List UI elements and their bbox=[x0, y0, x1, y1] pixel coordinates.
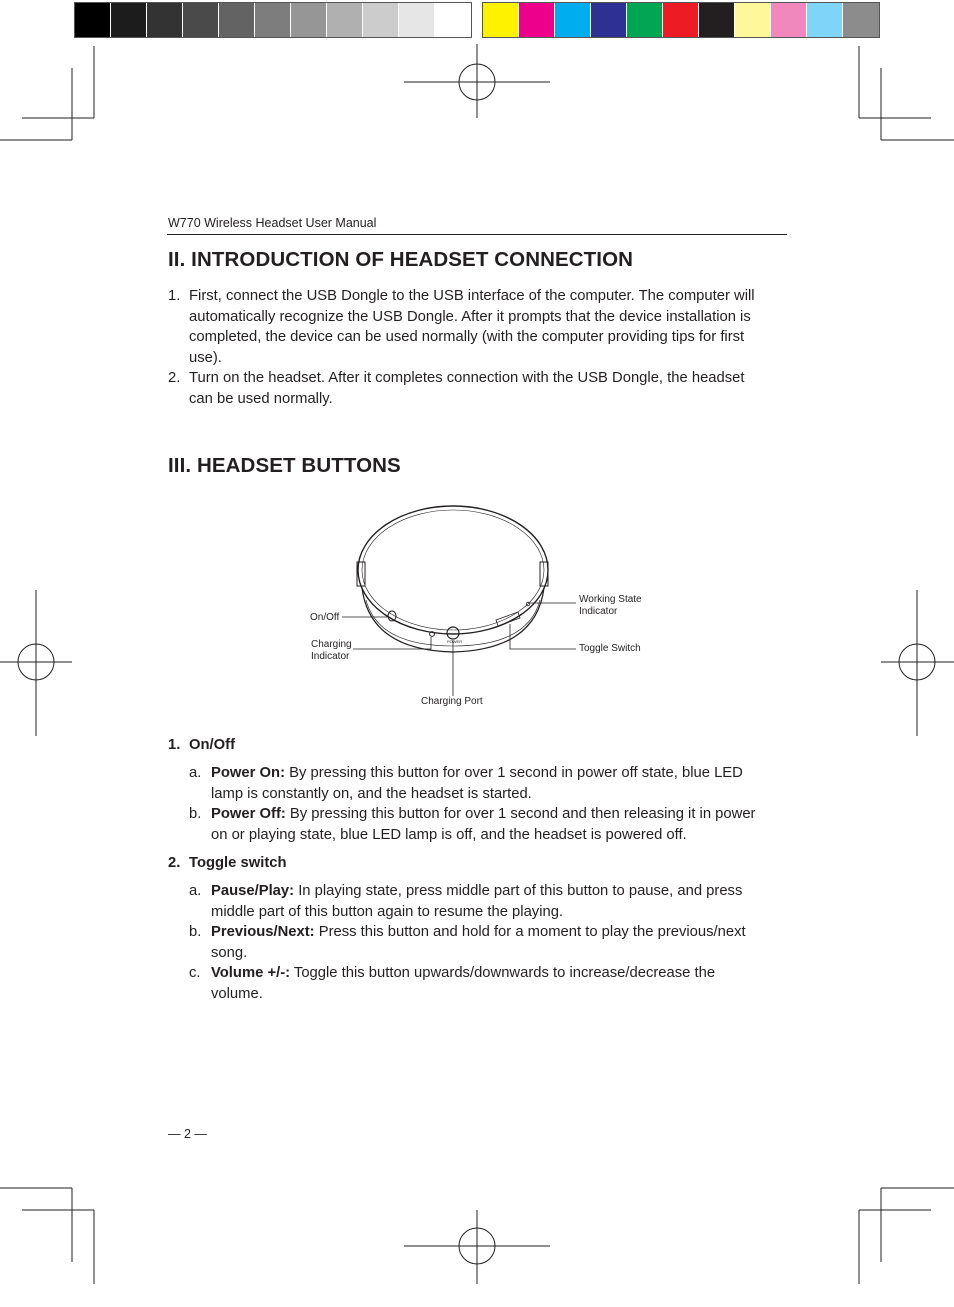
item-letter: b. bbox=[189, 924, 202, 940]
text-line: use). bbox=[189, 349, 222, 366]
section-heading-buttons: III. HEADSET BUTTONS bbox=[168, 454, 401, 477]
text-line: Toggle this button upwards/downwards to increase/decrease the bbox=[290, 965, 716, 981]
group-title: On/Off bbox=[189, 737, 236, 753]
label-charging-indicator bbox=[311, 639, 352, 663]
label-line: Charging bbox=[311, 639, 352, 650]
text-line: lamp is constantly on, and the headset is started. bbox=[211, 785, 532, 802]
text-line: In playing state, press middle part of this button to pause, and press bbox=[294, 883, 743, 899]
item-term: Previous/Next: bbox=[211, 924, 315, 940]
item-letter: c. bbox=[189, 965, 201, 981]
page-number: — 2 — bbox=[168, 1127, 207, 1141]
item-term: Volume +/-: bbox=[211, 965, 291, 981]
item-letter: a. bbox=[189, 883, 202, 899]
list-item bbox=[211, 763, 791, 804]
toggle-switch bbox=[496, 612, 520, 626]
text-line: By pressing this button for over 1 second and then releasing it in power bbox=[285, 806, 756, 822]
label-line: Working State bbox=[579, 594, 642, 605]
power-mark: POWER bbox=[447, 639, 463, 644]
list-item bbox=[189, 368, 789, 409]
section-heading-connection: II. INTRODUCTION OF HEADSET CONNECTION bbox=[168, 248, 634, 271]
label-charging-port: Charging Port bbox=[421, 696, 483, 707]
list-number: 1. bbox=[168, 288, 181, 304]
item-term: Pause/Play: bbox=[211, 883, 295, 899]
text-line: on or playing state, blue LED lamp is off, and the headset is powered off. bbox=[211, 826, 687, 843]
group-number: 1. bbox=[168, 737, 181, 753]
text-line: Turn on the headset. After it completes connection with the USB Dongle, the headset bbox=[189, 370, 745, 386]
text-line: completed, the device can be used normally (with the computer providing tips for first bbox=[189, 329, 745, 345]
text-line: middle part of this button again to resume the playing. bbox=[211, 903, 564, 920]
label-line: Indicator bbox=[311, 651, 350, 662]
text-line: By pressing this button for over 1 second in power off state, blue LED bbox=[285, 765, 743, 781]
label-toggle-switch: Toggle Switch bbox=[579, 643, 641, 654]
label-line: Indicator bbox=[579, 606, 618, 617]
label-working-state bbox=[579, 594, 642, 618]
list-item bbox=[211, 922, 791, 963]
text-line: volume. bbox=[211, 985, 263, 1002]
text-line: song. bbox=[211, 944, 248, 961]
text-line: automatically recognize the USB Dongle. After it prompts that the device installation is bbox=[189, 308, 751, 325]
list-item bbox=[211, 804, 791, 845]
text-line: can be used normally. bbox=[189, 390, 333, 407]
text-line: Press this button and hold for a moment to play the previous/next bbox=[314, 924, 746, 940]
item-letter: b. bbox=[189, 806, 202, 822]
group-title: Toggle switch bbox=[189, 855, 287, 871]
item-term: Power On: bbox=[211, 765, 285, 781]
list-item bbox=[211, 963, 791, 1004]
running-header: W770 Wireless Headset User Manual bbox=[168, 216, 377, 230]
header-rule bbox=[167, 234, 787, 235]
power-button bbox=[447, 627, 459, 639]
text-line: First, connect the USB Dongle to the USB interface of the computer. The computer will bbox=[189, 288, 755, 304]
label-on-off: On/Off bbox=[310, 612, 340, 623]
group-number: 2. bbox=[168, 855, 181, 871]
list-item bbox=[189, 286, 789, 368]
ear-cup-outer bbox=[358, 506, 548, 634]
item-letter: a. bbox=[189, 765, 202, 781]
list-number: 2. bbox=[168, 370, 181, 386]
list-item bbox=[211, 881, 791, 922]
item-term: Power Off: bbox=[211, 806, 286, 822]
